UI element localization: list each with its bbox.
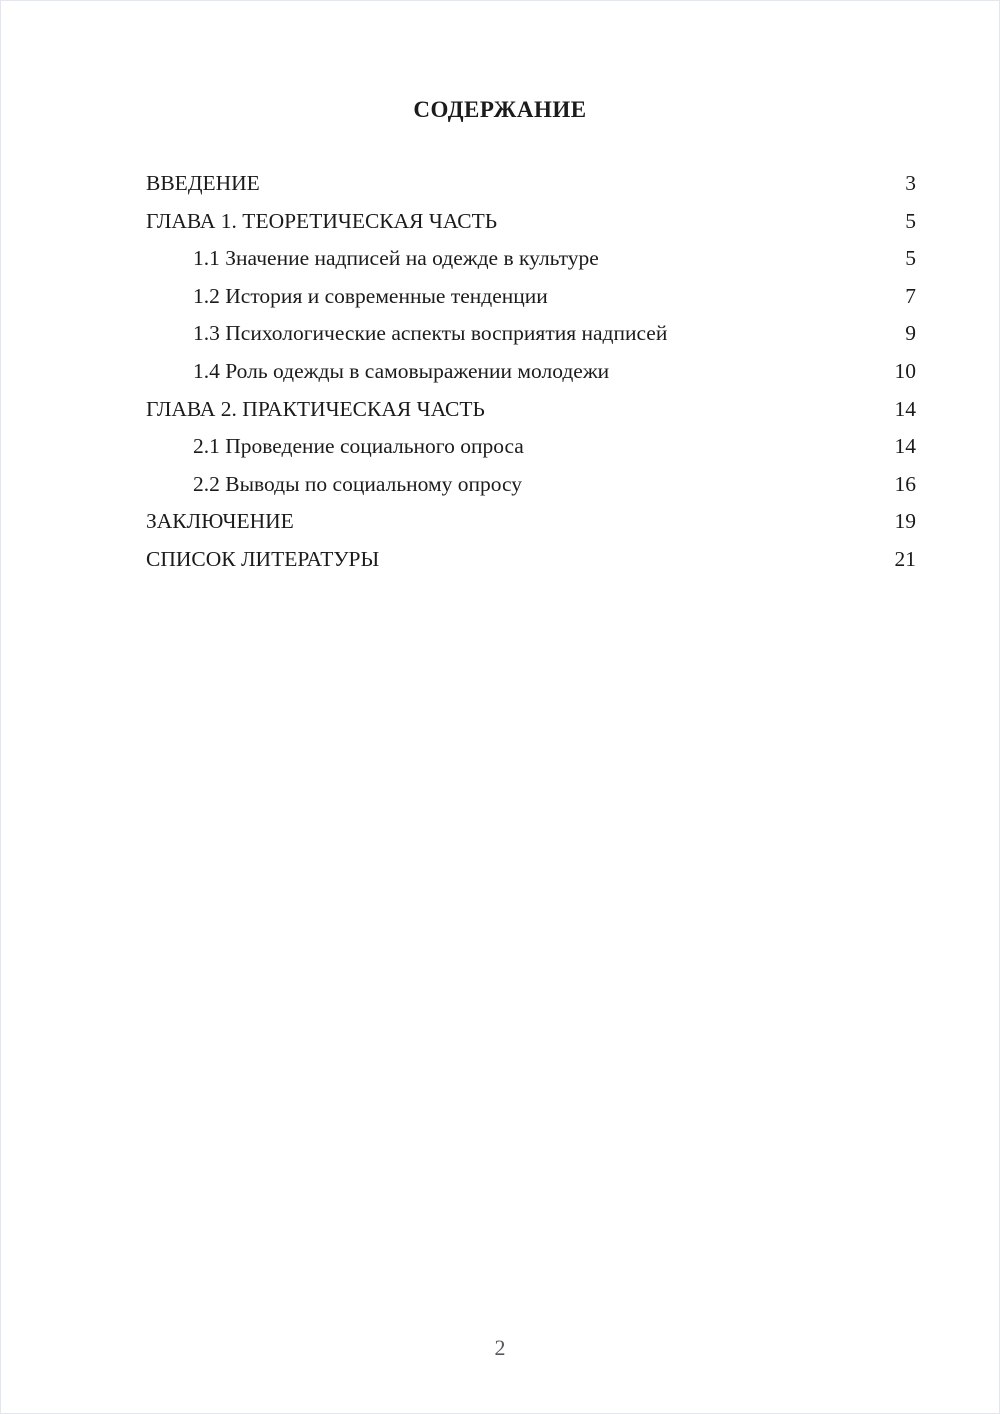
toc-entry-label: 1.2 История и современные тенденции	[193, 283, 548, 308]
toc-entry	[146, 165, 916, 203]
toc-entry	[146, 278, 916, 316]
toc-entry-label: 1.3 Психологические аспекты восприятия надписей	[193, 321, 668, 346]
toc-entry	[146, 353, 916, 391]
toc-entry	[146, 240, 916, 278]
toc-entry-label: 2.1 Проведение социального опроса	[193, 434, 524, 459]
toc-entry	[146, 203, 916, 241]
toc-entry	[146, 391, 916, 429]
toc-entry-page: 14	[894, 396, 916, 421]
page-number: 2	[494, 1335, 506, 1360]
toc-entry-page: 19	[894, 509, 916, 534]
toc-entry-page: 21	[894, 546, 916, 571]
toc-entry-page: 14	[894, 434, 916, 459]
toc-entry	[146, 503, 916, 541]
toc-entry-page: 5	[905, 246, 916, 271]
toc-entry-page: 16	[894, 471, 916, 496]
toc-entry-label: 2.2 Выводы по социальному опросу	[193, 471, 523, 496]
toc-entry-label: 1.4 Роль одежды в самовыражении молодежи	[193, 358, 610, 383]
toc-entry	[146, 315, 916, 353]
toc-entry	[146, 466, 916, 504]
toc-entry-page: 10	[894, 358, 916, 383]
toc-entry-label: ЗАКЛЮЧЕНИЕ	[146, 509, 294, 534]
toc-entry	[146, 428, 916, 466]
toc-entry-label: ВВЕДЕНИЕ	[146, 171, 260, 195]
toc-entry-label: СПИСОК ЛИТЕРАТУРЫ	[146, 546, 380, 571]
toc-entry-label: ГЛАВА 1. ТЕОРЕТИЧЕСКАЯ ЧАСТЬ	[146, 208, 498, 233]
page-title: СОДЕРЖАНИЕ	[413, 97, 587, 122]
toc-entry-page: 7	[905, 283, 916, 308]
toc-entry-page: 3	[905, 171, 916, 195]
toc-entry-page: 5	[905, 208, 916, 233]
toc-entry-label: ГЛАВА 2. ПРАКТИЧЕСКАЯ ЧАСТЬ	[146, 396, 485, 421]
toc-entry	[146, 541, 916, 579]
table-of-contents	[1, 165, 999, 579]
toc-entry-label: 1.1 Значение надписей на одежде в культуре	[193, 246, 599, 271]
toc-entry-page: 9	[905, 321, 916, 346]
